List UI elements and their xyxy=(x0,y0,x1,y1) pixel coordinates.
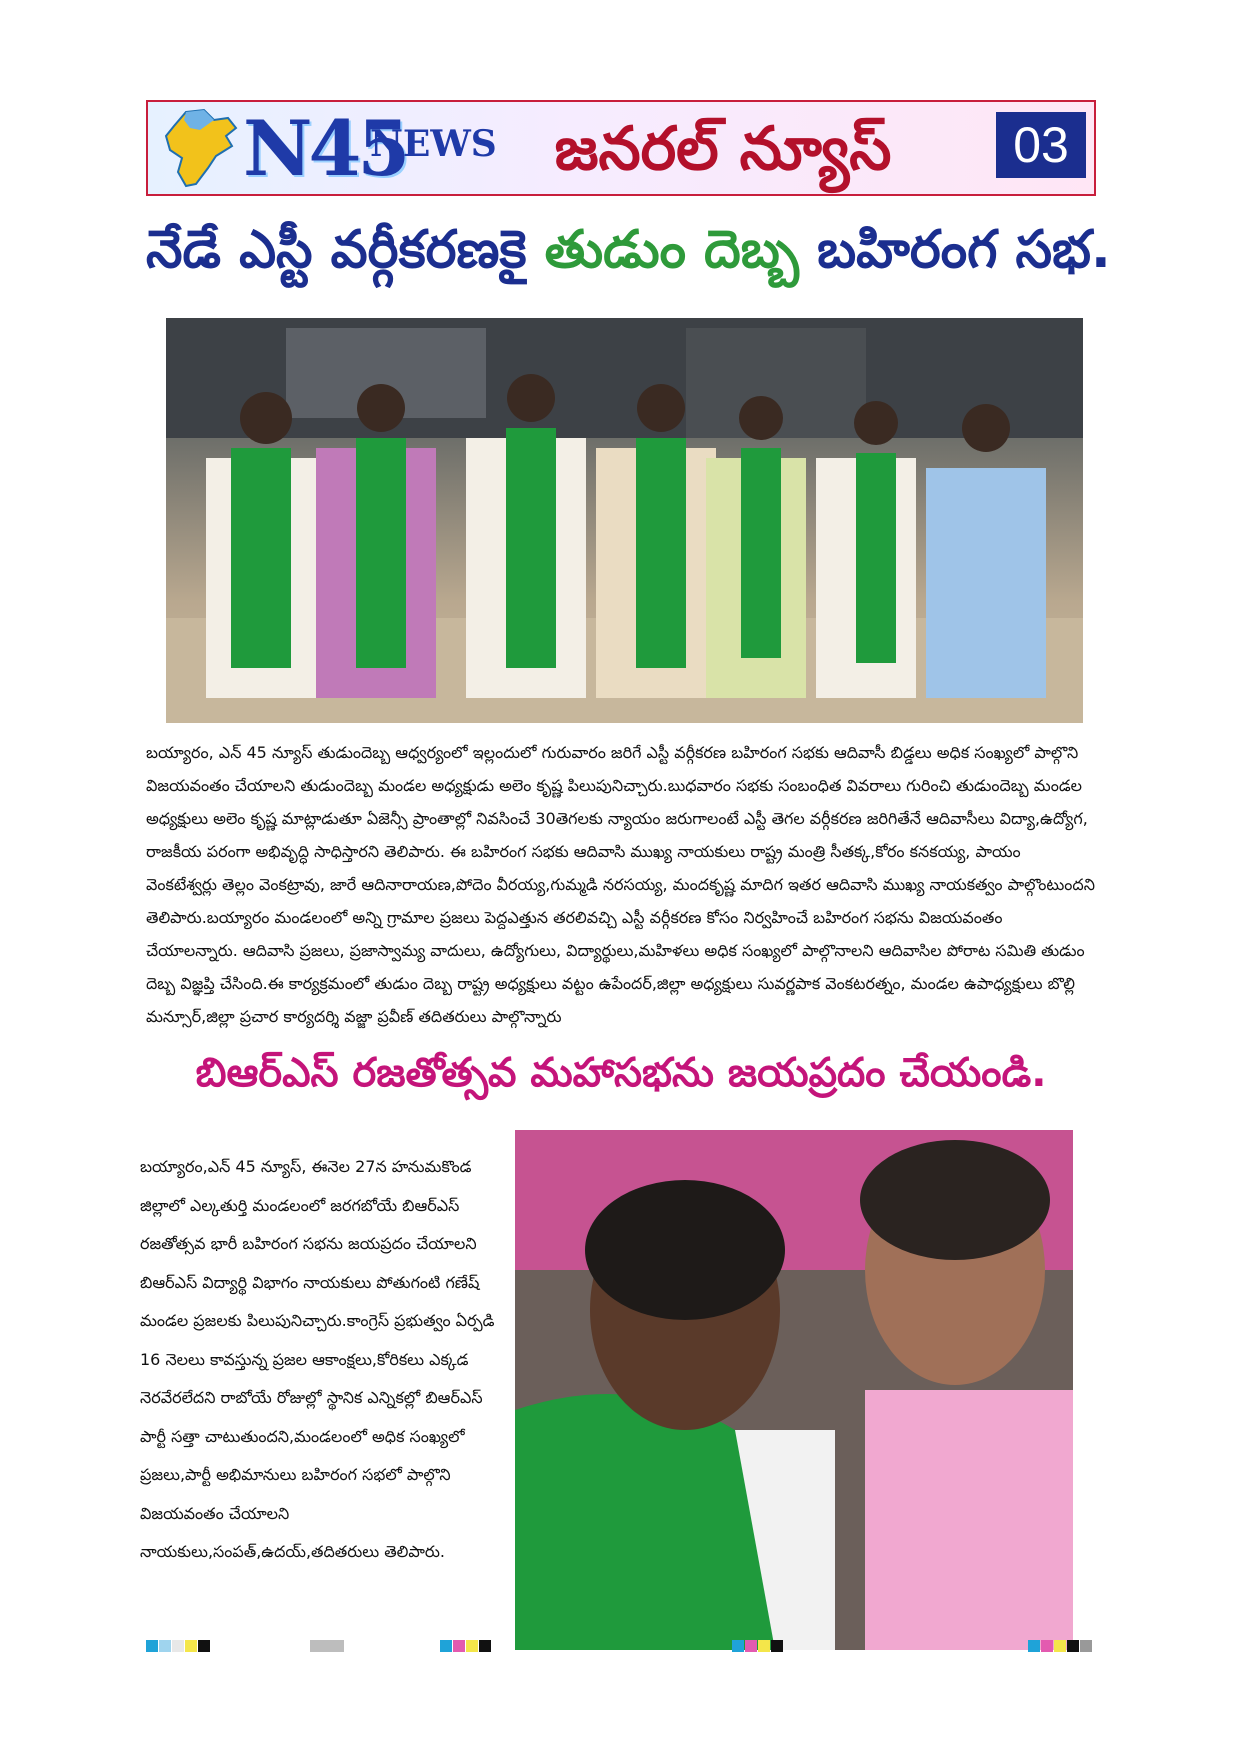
logo-n45: N45 xyxy=(243,104,407,193)
state-map-icon xyxy=(156,106,246,192)
page-number: 03 xyxy=(996,112,1086,178)
color-registration-marks xyxy=(310,1640,344,1654)
headline-part-1: నేడే ఎస్టీ వర్గీకరణకై xyxy=(146,220,545,280)
photo-tudumdebba-group xyxy=(166,318,1083,723)
logo-news: NEWS xyxy=(370,123,497,165)
headline-part-2: తుడుం దెబ్బ xyxy=(544,220,800,280)
group-photo-illustration xyxy=(166,318,1083,723)
color-registration-marks xyxy=(440,1640,491,1654)
color-registration-marks xyxy=(732,1640,783,1654)
article-1-body: బయ్యారం, ఎన్ 45 న్యూస్ తుడుందెబ్బ ఆధ్వర్యంలో ఇల్లందులో గురువారం జరిగే ఎస్టీ వర్గీకరణ బహిరంగ సభకు ఆదివాసీ బిడ్డలు అధిక సంఖ్యలో పాల్గొని విజయవంతం చేయాలని తుడుందెబ్బ మండల అధ్యక్షుడు అలెం కృష్ణ పిలుపునిచ్చారు.బుధవారం సభకు సంబంధిత వివరాలు గురించి తుడుందెబ్బ మండల అధ్యక్షులు అలెం కృష్ణ మాట్లాడుతూ ఏజెన్సీ ప్రాంతాల్లో నివసించే 30తెగలకు న్యాయం జరుగాలంటే ఎస్టీ తెగల వర్గీకరణ జరిగితేనే ఆదివాసీలు విద్యా,ఉద్యోగ, రాజకీయ పరంగా అభివృద్ధి సాధిస్తారని తెలిపారు. ఈ బహిరంగ సభకు ఆదివాసి ముఖ్య నాయకులు రాష్ట్ర మంత్రి సీతక్క,కోరం కనకయ్య, పాయం వెంకటేశ్వర్లు తెల్లం వెంకట్రావు, జారే ఆదినారాయణ,పోదెం వీరయ్య,గుమ్మడి నరసయ్య, మందకృష్ణ మాదిగ ఇతర ఆదివాసి ముఖ్య నాయకత్వం పాల్గొంటుందని తెలిపారు.బయ్యారం మండలంలో అన్ని గ్రామాల ప్రజలు పెద్దఎత్తున తరలివచ్చి ఎస్టీ వర్గీకరణ కోసం నిర్వహించే బహిరంగ సభను విజయవంతం చేయాలన్నారు. ఆదివాసి ప్రజలు, ప్రజాస్వామ్య వాదులు, ఉద్యోగులు, విద్యార్థులు,మహిళలు అధిక సంఖ్యలో పాల్గొనాలని ఆదివాసిల పోరాట సమితి తుడుం దెబ్బ విజ్ఞప్తి చేసింది.ఈ కార్యక్రమంలో తుడుం దెబ్బ రాష్ట్ర అధ్యక్షులు వట్టం ఉపేందర్,జిల్లా అధ్యక్షులు సువర్ణపాక వెంకటరత్నం, మండల ఉపాధ్యక్షులు బొల్లి మన్సూర్,జిల్లా ప్రచార కార్యదర్శి వజ్జా ప్రవీణ్ తదితరులు పాల్గొన్నారు xyxy=(146,743,1095,1026)
headline-article-1 xyxy=(146,210,1111,290)
color-registration-marks xyxy=(146,1640,210,1654)
color-registration-marks xyxy=(1028,1640,1092,1654)
headline-part-3: బహిరంగ సభ. xyxy=(799,220,1111,280)
article-2-body: బయ్యారం,ఎన్ 45 న్యూస్, ఈనెల 27న హనుమకొండ జిల్లాలో ఎల్కతుర్తి మండలంలో జరగబోయే బిఆర్ఎస్ రజతోత్సవ భారీ బహిరంగ సభను జయప్రదం చేయాలని బిఆర్ఎస్ విద్యార్థి విభాగం నాయకులు పోతుగంటి గణేష్ మండల ప్రజలకు పిలుపునిచ్చారు.కాంగ్రెస్ ప్రభుత్వం ఏర్పడి 16 నెలలు కావస్తున్న ప్రజల ఆకాంక్షలు,కోరికలు ఎక్కడ నెరవేరలేదని రాబోయే రోజుల్లో స్థానిక ఎన్నికల్లో బిఆర్ఎస్ పార్టీ సత్తా చాటుతుందని,మండలంలో అధిక సంఖ్యలో ప్రజలు,పార్టీ అభిమానులు బహిరంగ సభలో పాల్గొని విజయవంతం చేయాలని నాయకులు,సంపత్,ఉదయ్,తదితరులు తెలిపారు. xyxy=(140,1157,495,1561)
photo-brs-leaders xyxy=(515,1130,1073,1650)
masthead xyxy=(146,100,1096,196)
headline-article-2: బిఆర్ఎస్ రజతోత్సవ మహాసభను జయప్రదం చేయండి. xyxy=(195,1050,1047,1096)
leaders-photo-illustration xyxy=(515,1130,1073,1650)
masthead-title: జనరల్ న్యూస్ xyxy=(554,114,892,184)
